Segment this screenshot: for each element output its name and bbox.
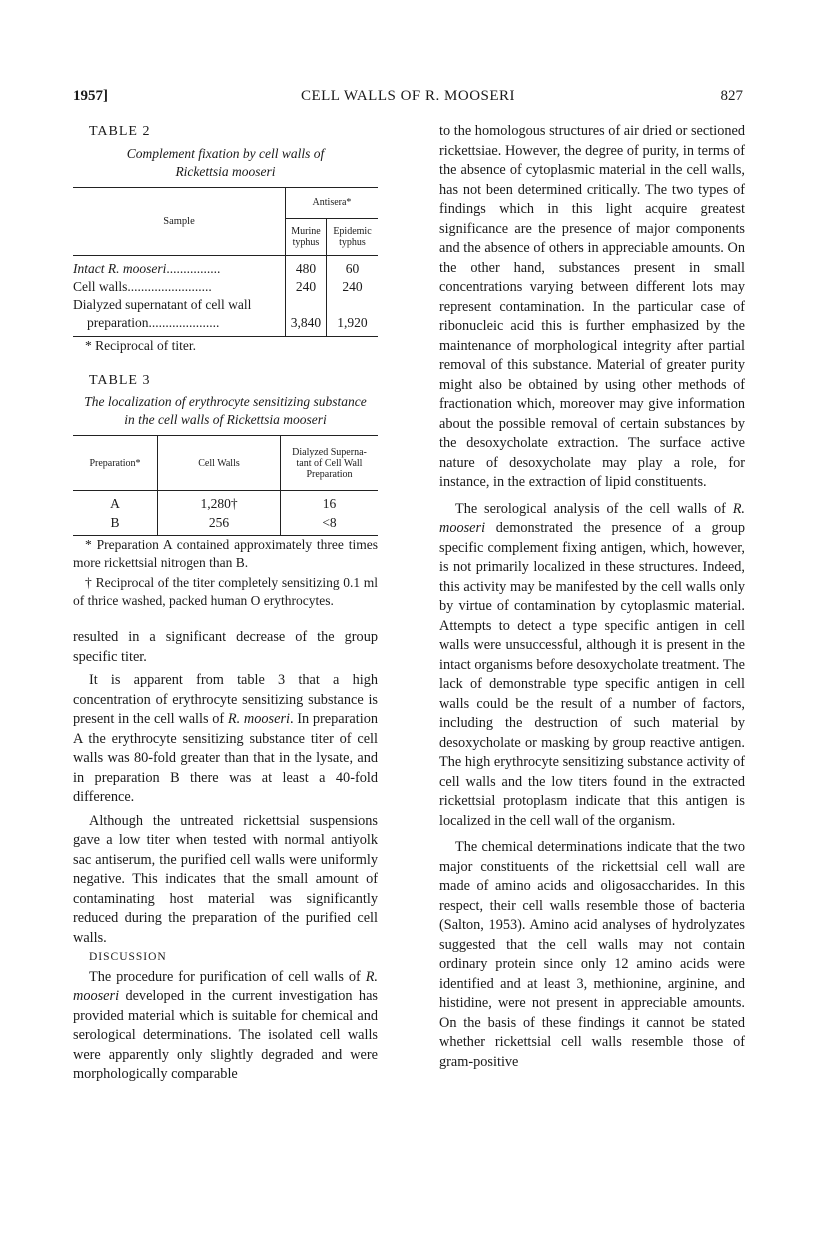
table-row: B 256 <8 [73,513,378,536]
table-3-grid [73,435,378,536]
paragraph: The chemical determinations indicate that the two major constituents of the rickettsial cell wall are made of amino acids and oligosaccharides. In this respect, their cell walls resemble those of bacteria (Salton, 1953). Amino acid analyses of hydrolyzates suggested that the cell walls may not contain ordinary protein since only 12 amino acids were identified and at least 3, methionine, arginine, and histidine, were not present in appreciable amounts. On the basis of these findings it cannot be stated whether rickettsial cell walls resemble those of gram-positive [439,839,745,1070]
table-row: Intact R. mooseri................ 480 60 [73,255,378,278]
page-number: 827 [720,88,743,104]
left-column [73,122,378,1085]
table-3-footnote-2: † Reciprocal of the titer completely sensitizing 0.1 ml of thrice washed, packed human O erythrocytes. [73,575,378,608]
table-row: Cell walls......................... 240 240 [73,278,363,294]
right-column [439,122,745,1072]
paragraph: The procedure for purification of cell walls of R. mooseri developed in the current investigation has provided material which is suitable for chemical and serological determinations. The isolated cell walls were apparently only slightly degraded and were morphologically comparable [73,968,378,1082]
table-3-label: TABLE 3 [89,372,151,388]
col-sample: Sample [73,187,286,255]
table-3-footnote-1: * Preparation A contained approximately three times more rickettsial nitrogen than B. [73,537,378,570]
table-3 [73,371,378,611]
paragraph: to the homologous structures of air dried or sectioned rickettsiae. However, the degree of purity, in terms of the absence of cytoplasmic material in the cell walls, has not been determined critically. The two types of findings which in this light acquire greatest significance are the presence of major components and the absence of others in appreciable amounts. On the other hand, substances present in small concentrations varying between different lots may represent contamination. In the particular case of ribonucleic acid this is further emphasized by the maintenance of morphological integrity after partial removal of this substance. Material of greater purity might also be obtained by using other methods of fractionation which, moreover may give information about the possible removal of certain substances by the desoxycholate extraction. The surface active nature of desoxycholate may play a role, for instance, in the extraction of lipid constituents. [439,123,745,490]
page-header [73,88,743,108]
col-antisera: Antisera* [286,187,379,218]
col-murine: Murine typhus [286,218,327,255]
table-2-caption: Complement fixation by cell walls of Rickettsia mooseri [126,145,325,179]
table-2-label: TABLE 2 [89,124,151,139]
table-row: A 1,280† 16 [73,491,378,514]
paragraph: resulted in a significant decrease of the group specific titer. [73,629,378,665]
paragraph: Although the untreated rickettsial suspensions gave a low titer when tested with normal antiyolk sac antiserum, the purified cell walls were uniformly negative. This indicates that the small amount of contaminating host material was significantly reduced during the preparation of the purified cell walls. [73,812,378,946]
paragraph: The serological analysis of the cell walls of R. mooseri demonstrated the presence of a group specific complement fixing antigen, which, however, is not primarily localized in these structures. Indeed, this activity may be manifested by the cell walls only by virtue of contamination by cytoplasmic material. Attempts to detect a type specific antigen in cell walls were unsuccessful, although it is present in the intact organisms before desoxycholate treatment. The lack of demonstrable type specific antigen in cell walls could be the result of a number of factors, including the destruction of such material by desoxycholate or masking by group reactive antigen. The high erythrocyte sensitizing substance activity of cell walls and the low titers found in the extracted rickettsial protoplasm indicate that this antigen is localized in the cell wall of the organism. [439,500,745,829]
running-title: CELL WALLS OF R. MOOSERI [300,88,516,104]
section-heading-discussion: DISCUSSION [89,951,167,963]
table-row: preparation..................... 3,840 1,920 [73,314,378,337]
col-cell-walls: Cell Walls [158,436,281,491]
col-dialyzed: Dialyzed Superna- tant of Cell Wall Preparation [292,446,367,480]
left-body-text [73,628,378,1085]
paragraph: It is apparent from table 3 that a high concentration of erythrocyte sensitizing substance is present in the cell walls of R. mooseri. In preparation A the erythrocyte sensitizing substance titer of cell walls was 80-fold greater than that in the lysate, and in preparation B there was at least a 40-fold difference. [73,672,378,805]
table-row: Dialyzed supernatant of cell wall [73,296,378,314]
table-2 [73,122,378,355]
col-epidemic: Epidemic typhus [326,218,378,255]
table-2-footnote: * Reciprocal of titer. [85,337,196,353]
col-preparation: Preparation* [73,436,158,491]
journal-year: 1957] [73,88,108,104]
table-3-caption: The localization of erythrocyte sensitizing substance in the cell walls of Rickettsia mooseri [84,394,367,427]
table-2-grid [73,187,378,337]
